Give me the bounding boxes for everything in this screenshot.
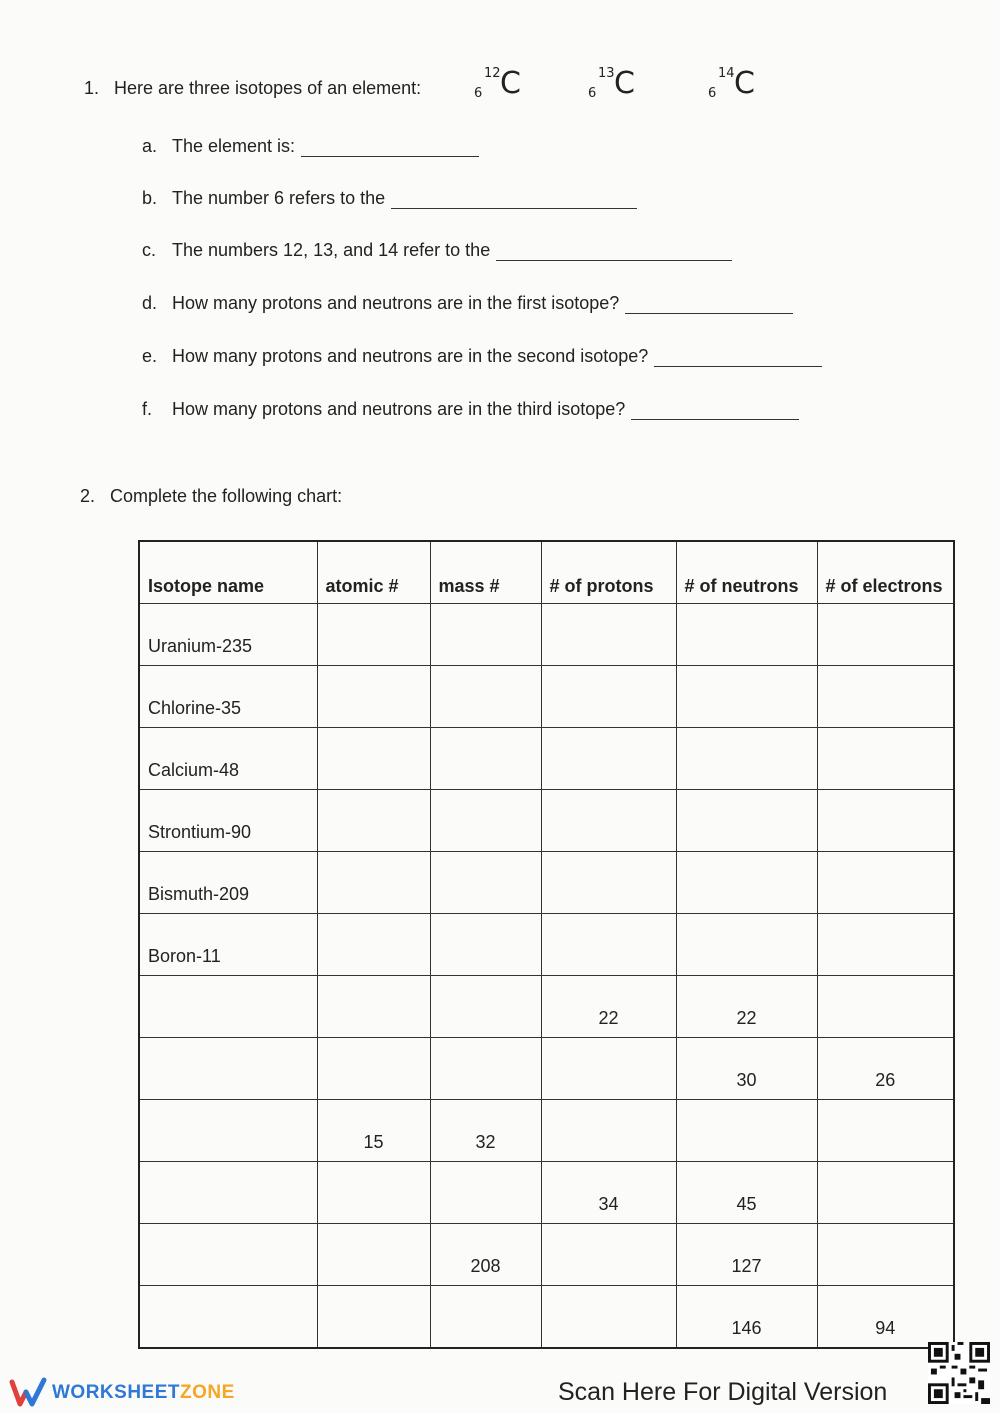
chart-cell[interactable] xyxy=(817,604,954,666)
chart-cell[interactable] xyxy=(430,976,541,1038)
isotope-chart xyxy=(138,540,955,1349)
isotope-name-cell: Strontium-90 xyxy=(139,790,317,852)
chart-cell[interactable] xyxy=(541,1038,676,1100)
chart-cell[interactable] xyxy=(817,666,954,728)
isotope-name-cell: Chlorine-35 xyxy=(139,666,317,728)
isotope-symbol: C xyxy=(500,66,521,101)
table-row xyxy=(139,728,954,790)
chart-cell[interactable] xyxy=(317,604,430,666)
chart-cell[interactable] xyxy=(317,1224,430,1286)
chart-cell[interactable] xyxy=(430,1162,541,1224)
chart-cell[interactable] xyxy=(317,1286,430,1349)
chart-cell[interactable] xyxy=(676,1100,817,1162)
chart-cell[interactable] xyxy=(817,728,954,790)
chart-cell[interactable] xyxy=(817,914,954,976)
question-1a xyxy=(142,136,479,157)
isotope-name-cell[interactable] xyxy=(139,1038,317,1100)
worksheetzone-logo xyxy=(8,1376,235,1410)
chart-cell[interactable] xyxy=(676,604,817,666)
part-letter: e. xyxy=(142,346,158,366)
isotope-symbol: C xyxy=(734,66,755,101)
worksheetzone-logo-icon xyxy=(8,1376,52,1410)
part-text: The element is: xyxy=(172,136,296,156)
chart-cell[interactable] xyxy=(676,914,817,976)
chart-cell: 45 xyxy=(676,1162,817,1224)
isotope-atomic-number: 6 xyxy=(474,86,483,101)
part-text: How many protons and neutrons are in the second isotope? xyxy=(172,346,649,366)
part-letter: c. xyxy=(142,240,157,260)
chart-cell[interactable] xyxy=(541,852,676,914)
question-2-number: 2. xyxy=(80,486,96,506)
chart-cell[interactable] xyxy=(430,914,541,976)
table-row xyxy=(139,852,954,914)
isotope-name-cell[interactable] xyxy=(139,1224,317,1286)
table-row xyxy=(139,1224,954,1286)
chart-cell[interactable] xyxy=(317,790,430,852)
chart-cell[interactable] xyxy=(817,976,954,1038)
chart-cell: 22 xyxy=(541,976,676,1038)
isotope-mass-number: 14 xyxy=(718,66,735,81)
column-header: # of protons xyxy=(541,541,676,604)
table-row xyxy=(139,914,954,976)
isotope-name-cell[interactable] xyxy=(139,976,317,1038)
part-letter: a. xyxy=(142,136,158,156)
table-row xyxy=(139,1162,954,1224)
chart-cell[interactable] xyxy=(430,790,541,852)
question-1f xyxy=(142,399,799,420)
scan-instruction: Scan Here For Digital Version xyxy=(558,1378,888,1406)
chart-cell[interactable] xyxy=(430,852,541,914)
question-1 xyxy=(84,78,421,99)
isotope-atomic-number: 6 xyxy=(708,86,717,101)
chart-cell[interactable] xyxy=(317,914,430,976)
isotope-name-cell[interactable] xyxy=(139,1100,317,1162)
chart-cell[interactable] xyxy=(317,1162,430,1224)
column-header: # of neutrons xyxy=(676,541,817,604)
table-row xyxy=(139,666,954,728)
answer-blank[interactable] xyxy=(496,242,732,261)
question-1d xyxy=(142,293,793,314)
table-row xyxy=(139,1286,954,1349)
chart-cell[interactable] xyxy=(430,1038,541,1100)
logo-word-zone: ZONE xyxy=(180,1382,235,1403)
chart-cell[interactable] xyxy=(541,666,676,728)
answer-blank[interactable] xyxy=(625,295,793,314)
table-row xyxy=(139,976,954,1038)
chart-cell[interactable] xyxy=(541,790,676,852)
isotope-name-cell: Calcium-48 xyxy=(139,728,317,790)
answer-blank[interactable] xyxy=(631,401,799,420)
chart-cell: 32 xyxy=(430,1100,541,1162)
chart-cell[interactable] xyxy=(317,1038,430,1100)
chart-cell[interactable] xyxy=(541,604,676,666)
part-letter: f. xyxy=(142,399,153,419)
chart-cell[interactable] xyxy=(430,666,541,728)
chart-cell[interactable] xyxy=(541,1100,676,1162)
qr-code-icon[interactable] xyxy=(928,1342,990,1404)
chart-cell[interactable] xyxy=(541,728,676,790)
column-header: Isotope name xyxy=(139,541,317,604)
chart-cell: 30 xyxy=(676,1038,817,1100)
chart-cell[interactable] xyxy=(541,914,676,976)
chart-cell[interactable] xyxy=(817,790,954,852)
isotope-mass-number: 12 xyxy=(484,66,501,81)
table-row xyxy=(139,604,954,666)
isotope-name-cell: Uranium-235 xyxy=(139,604,317,666)
chart-cell[interactable] xyxy=(676,728,817,790)
chart-cell[interactable] xyxy=(817,852,954,914)
part-text: The number 6 refers to the xyxy=(172,188,386,208)
chart-cell[interactable] xyxy=(817,1162,954,1224)
chart-cell[interactable] xyxy=(541,1286,676,1349)
chart-cell: 146 xyxy=(676,1286,817,1349)
logo-word-worksheet: WORKSHEET xyxy=(52,1382,180,1403)
table-row xyxy=(139,790,954,852)
logo-wordmark xyxy=(52,1382,235,1404)
part-text: How many protons and neutrons are in the third isotope? xyxy=(172,399,626,419)
chart-cell[interactable] xyxy=(430,1286,541,1349)
answer-blank[interactable] xyxy=(301,138,479,157)
isotope-name-cell[interactable] xyxy=(139,1162,317,1224)
column-header: mass # xyxy=(430,541,541,604)
answer-blank[interactable] xyxy=(391,190,637,209)
isotope-atomic-number: 6 xyxy=(588,86,597,101)
isotope-symbol: C xyxy=(614,66,635,101)
answer-blank[interactable] xyxy=(654,348,822,367)
question-2 xyxy=(80,486,342,507)
chart-cell[interactable] xyxy=(430,604,541,666)
chart-cell[interactable] xyxy=(817,1224,954,1286)
chart-cell[interactable] xyxy=(317,666,430,728)
chart-cell[interactable] xyxy=(676,666,817,728)
part-letter: d. xyxy=(142,293,158,313)
chart-cell[interactable] xyxy=(676,790,817,852)
chart-cell: 22 xyxy=(676,976,817,1038)
column-header: # of electrons xyxy=(817,541,954,604)
part-letter: b. xyxy=(142,188,158,208)
table-header-row xyxy=(139,541,954,604)
isotope-name-cell[interactable] xyxy=(139,1286,317,1349)
column-header: atomic # xyxy=(317,541,430,604)
chart-cell[interactable] xyxy=(817,1100,954,1162)
question-1e xyxy=(142,346,822,367)
table-row xyxy=(139,1038,954,1100)
chart-cell[interactable] xyxy=(317,976,430,1038)
part-text: How many protons and neutrons are in the first isotope? xyxy=(172,293,620,313)
question-2-text: Complete the following chart: xyxy=(110,486,343,506)
chart-cell[interactable] xyxy=(317,852,430,914)
chart-cell: 15 xyxy=(317,1100,430,1162)
table-row xyxy=(139,1100,954,1162)
chart-cell[interactable] xyxy=(430,728,541,790)
chart-cell: 127 xyxy=(676,1224,817,1286)
question-1c xyxy=(142,240,732,261)
question-1-text: Here are three isotopes of an element: xyxy=(114,78,422,98)
chart-cell[interactable] xyxy=(317,728,430,790)
chart-cell: 34 xyxy=(541,1162,676,1224)
chart-cell[interactable] xyxy=(541,1224,676,1286)
chart-cell: 26 xyxy=(817,1038,954,1100)
isotope-mass-number: 13 xyxy=(598,66,615,81)
chart-cell: 94 xyxy=(817,1286,954,1349)
question-1-number: 1. xyxy=(84,78,100,98)
part-text: The numbers 12, 13, and 14 refer to the xyxy=(172,240,491,260)
isotope-name-cell: Bismuth-209 xyxy=(139,852,317,914)
chart-cell[interactable] xyxy=(676,852,817,914)
isotope-name-cell: Boron-11 xyxy=(139,914,317,976)
question-1b xyxy=(142,188,637,209)
chart-cell: 208 xyxy=(430,1224,541,1286)
